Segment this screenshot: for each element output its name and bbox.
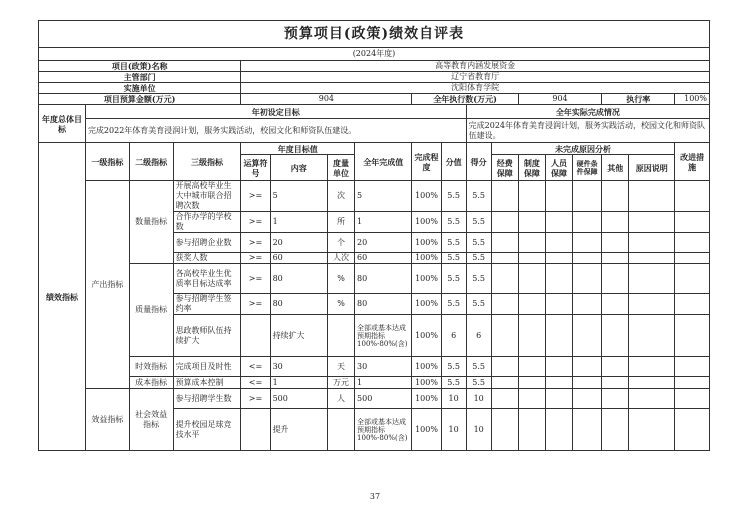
- reason-cell: [602, 294, 629, 315]
- measure-cell: [675, 233, 710, 253]
- indicator-weight: 6: [441, 315, 466, 357]
- indicator-actual: 全部或基本达成预期指标100%-80%(含): [355, 315, 412, 357]
- execution-label: 全年执行数(万元): [412, 94, 518, 105]
- indicator-target: 500: [270, 389, 327, 409]
- measure-cell: [675, 212, 710, 233]
- indicator-name: 思政教师队伍持续扩大: [173, 315, 241, 357]
- header-unit: 度量单位: [327, 155, 354, 181]
- reason-cell: [629, 233, 675, 253]
- reason-cell: [491, 357, 518, 377]
- header-degree: 完成程度: [412, 143, 441, 181]
- reason-cell: [545, 212, 572, 233]
- reason-cell: [602, 233, 629, 253]
- reason-cell: [491, 294, 518, 315]
- indicator-score: 5.5: [466, 294, 491, 315]
- form-title: 预算项目(政策)绩效自评表: [39, 21, 710, 48]
- reason-cell: [573, 212, 602, 233]
- reason-cell: [545, 233, 572, 253]
- reason-cell: [545, 409, 572, 451]
- indicator-degree: 100%: [412, 315, 441, 357]
- indicator-unit: 次: [327, 181, 354, 212]
- indicator-name: 各高校毕业生优质率目标达成率: [173, 264, 241, 294]
- reason-cell: [518, 357, 545, 377]
- indicator-score: 5.5: [466, 264, 491, 294]
- indicator-weight: 5.5: [441, 253, 466, 264]
- measure-cell: [675, 357, 710, 377]
- reason-cell: [629, 253, 675, 264]
- reason-cell: [518, 253, 545, 264]
- reason-cell: [518, 181, 545, 212]
- indicator-actual: 80: [355, 264, 412, 294]
- header-level2: 二级指标: [129, 143, 173, 181]
- actual-goal-text: 完成2024年体育美育浸润计划，服务实践活动，校园文化和师资队伍建设。: [466, 119, 709, 143]
- indicator-degree: 100%: [412, 409, 441, 451]
- indicator-weight: 10: [441, 389, 466, 409]
- reason-cell: [602, 409, 629, 451]
- indicator-operator: >=: [241, 253, 270, 264]
- measure-cell: [675, 253, 710, 264]
- reason-cell: [491, 409, 518, 451]
- indicator-unit: 天: [327, 357, 354, 377]
- indicator-operator: >=: [241, 233, 270, 253]
- indicator-target: 持续扩大: [270, 315, 327, 357]
- reason-cell: [545, 294, 572, 315]
- indicator-actual: 20: [355, 233, 412, 253]
- indicator-score: 5.5: [466, 233, 491, 253]
- indicator-target: 30: [270, 357, 327, 377]
- reason-cell: [491, 389, 518, 409]
- header-reason-funding: 经费保障: [491, 155, 518, 181]
- initial-goal-text: 完成2022年体育美育浸润计划，服务实践活动，校园文化和师资队伍建设。: [85, 119, 466, 143]
- reason-cell: [602, 357, 629, 377]
- indicator-degree: 100%: [412, 264, 441, 294]
- indicator-score: 5.5: [466, 377, 491, 389]
- reason-cell: [518, 212, 545, 233]
- reason-cell: [491, 181, 518, 212]
- header-actual: 全年完成值: [355, 143, 412, 181]
- reason-cell: [602, 253, 629, 264]
- execution-value: 904: [518, 94, 601, 105]
- indicator-degree: 100%: [412, 357, 441, 377]
- indicator-target: 提升: [270, 409, 327, 451]
- reason-cell: [491, 264, 518, 294]
- indicator-unit: 万元: [327, 377, 354, 389]
- reason-cell: [545, 181, 572, 212]
- header-level3: 三级指标: [173, 143, 241, 181]
- header-level1: 一级指标: [85, 143, 129, 181]
- indicator-degree: 100%: [412, 233, 441, 253]
- budget-label: 项目预算金额(万元): [39, 94, 241, 105]
- indicator-score: 5.5: [466, 253, 491, 264]
- reason-cell: [573, 264, 602, 294]
- reason-cell: [629, 409, 675, 451]
- reason-cell: [545, 264, 572, 294]
- header-score: 得分: [466, 143, 491, 181]
- reason-cell: [545, 357, 572, 377]
- indicator-name: 完成项目及时性: [173, 357, 241, 377]
- reason-cell: [602, 315, 629, 357]
- indicator-degree: 100%: [412, 389, 441, 409]
- reason-cell: [491, 253, 518, 264]
- reason-cell: [602, 181, 629, 212]
- department-value: 辽宁省教育厅: [241, 72, 710, 83]
- category-output: 产出指标: [85, 181, 129, 389]
- reason-cell: [518, 409, 545, 451]
- header-reason-hardware: 硬件条件保障: [573, 155, 602, 181]
- self-evaluation-form: [38, 20, 710, 451]
- execution-rate-value: 100%: [675, 94, 710, 105]
- indicator-actual: 1: [355, 212, 412, 233]
- indicator-name: 开展高校毕业生大中城市联合招聘次数: [173, 181, 241, 212]
- reason-cell: [629, 264, 675, 294]
- execution-rate-label: 执行率: [602, 94, 675, 105]
- reason-cell: [573, 377, 602, 389]
- indicator-weight: 5.5: [441, 212, 466, 233]
- indicator-actual: 30: [355, 357, 412, 377]
- form-year: (2024年度): [39, 48, 710, 61]
- reason-cell: [629, 294, 675, 315]
- indicator-name: 参与招聘学生数: [173, 389, 241, 409]
- reason-cell: [629, 389, 675, 409]
- indicator-operator: >=: [241, 212, 270, 233]
- header-target-group: 年度目标值: [241, 143, 355, 155]
- reason-cell: [518, 233, 545, 253]
- indicator-weight: 5.5: [441, 264, 466, 294]
- indicator-degree: 100%: [412, 377, 441, 389]
- budget-value: 904: [241, 94, 412, 105]
- indicator-name: 预算成本控制: [173, 377, 241, 389]
- measure-cell: [675, 181, 710, 212]
- indicator-target: 1: [270, 377, 327, 389]
- reason-cell: [545, 389, 572, 409]
- indicator-degree: 100%: [412, 212, 441, 233]
- reason-cell: [518, 389, 545, 409]
- indicator-actual: 60: [355, 253, 412, 264]
- reason-cell: [602, 377, 629, 389]
- header-weight: 分值: [441, 143, 466, 181]
- reason-cell: [573, 315, 602, 357]
- unit-value: 沈阳体育学院: [241, 83, 710, 94]
- reason-cell: [602, 389, 629, 409]
- indicator-operator: [241, 315, 270, 357]
- indicator-target: 60: [270, 253, 327, 264]
- reason-cell: [518, 294, 545, 315]
- category-cost: 成本指标: [129, 377, 173, 389]
- reason-cell: [545, 315, 572, 357]
- performance-indicators-label: 绩效指标: [39, 143, 86, 451]
- measure-cell: [675, 377, 710, 389]
- indicator-unit: 所: [327, 212, 354, 233]
- category-quality: 质量指标: [129, 264, 173, 357]
- indicator-operator: [241, 409, 270, 451]
- reason-cell: [545, 377, 572, 389]
- indicator-weight: 5.5: [441, 233, 466, 253]
- reason-cell: [629, 377, 675, 389]
- indicator-actual: 5: [355, 181, 412, 212]
- project-name-label: 项目(政策)名称: [39, 61, 241, 72]
- actual-goal-header: 全年实际完成情况: [466, 105, 709, 119]
- indicator-operator: <=: [241, 377, 270, 389]
- reason-cell: [491, 233, 518, 253]
- indicator-operator: >=: [241, 294, 270, 315]
- reason-cell: [629, 357, 675, 377]
- reason-cell: [602, 264, 629, 294]
- project-name-value: 高等教育内涵发展资金: [241, 61, 710, 72]
- indicator-operator: >=: [241, 181, 270, 212]
- indicator-name: 提升校园足球竞技水平: [173, 409, 241, 451]
- indicator-target: 20: [270, 233, 327, 253]
- category-quantity: 数量指标: [129, 181, 173, 264]
- indicator-name: 获奖人数: [173, 253, 241, 264]
- indicator-operator: >=: [241, 389, 270, 409]
- reason-cell: [573, 389, 602, 409]
- reason-cell: [518, 315, 545, 357]
- reason-cell: [629, 181, 675, 212]
- indicator-name: 参与招聘企业数: [173, 233, 241, 253]
- reason-cell: [518, 264, 545, 294]
- reason-cell: [573, 253, 602, 264]
- indicator-name: 参与招聘学生签约率: [173, 294, 241, 315]
- indicator-degree: 100%: [412, 181, 441, 212]
- reason-cell: [573, 409, 602, 451]
- reason-cell: [491, 315, 518, 357]
- indicator-weight: 5.5: [441, 377, 466, 389]
- indicator-operator: >=: [241, 264, 270, 294]
- indicator-score: 5.5: [466, 181, 491, 212]
- indicator-degree: 100%: [412, 253, 441, 264]
- reason-cell: [491, 377, 518, 389]
- header-reason-other: 其他: [602, 155, 629, 181]
- reason-cell: [573, 181, 602, 212]
- indicator-unit: 人次: [327, 253, 354, 264]
- reason-cell: [629, 315, 675, 357]
- indicator-actual: 500: [355, 389, 412, 409]
- reason-cell: [545, 253, 572, 264]
- header-reason-group: 未完成原因分析: [491, 143, 675, 155]
- indicator-target: 1: [270, 212, 327, 233]
- initial-goal-header: 年初设定目标: [85, 105, 466, 119]
- header-reason-system: 制度保障: [518, 155, 545, 181]
- indicator-unit: %: [327, 294, 354, 315]
- reason-cell: [518, 377, 545, 389]
- reason-cell: [629, 212, 675, 233]
- reason-cell: [602, 212, 629, 233]
- indicator-score: 5.5: [466, 357, 491, 377]
- indicator-score: 5.5: [466, 212, 491, 233]
- evaluation-table: [38, 20, 710, 451]
- indicator-score: 10: [466, 389, 491, 409]
- indicator-unit: 人: [327, 389, 354, 409]
- annual-goal-label: 年度总体目标: [39, 105, 86, 143]
- measure-cell: [675, 315, 710, 357]
- indicator-target: 5: [270, 181, 327, 212]
- measure-cell: [675, 389, 710, 409]
- category-social: 社会效益指标: [129, 389, 173, 451]
- category-effect: 效益指标: [85, 389, 129, 451]
- category-time: 时效指标: [129, 357, 173, 377]
- indicator-weight: 10: [441, 409, 466, 451]
- measure-cell: [675, 264, 710, 294]
- indicator-target: 80: [270, 264, 327, 294]
- header-operator: 运算符号: [241, 155, 270, 181]
- indicator-target: 80: [270, 294, 327, 315]
- indicator-score: 6: [466, 315, 491, 357]
- indicator-weight: 5.5: [441, 181, 466, 212]
- reason-cell: [573, 357, 602, 377]
- measure-cell: [675, 409, 710, 451]
- header-content: 内容: [270, 155, 327, 181]
- reason-cell: [573, 233, 602, 253]
- indicator-weight: 5.5: [441, 294, 466, 315]
- indicator-weight: 5.5: [441, 357, 466, 377]
- department-label: 主管部门: [39, 72, 241, 83]
- indicator-score: 10: [466, 409, 491, 451]
- header-reason-explanation: 原因说明: [629, 155, 675, 181]
- header-reason-staff: 人员保障: [545, 155, 572, 181]
- indicator-actual: 1: [355, 377, 412, 389]
- measure-cell: [675, 294, 710, 315]
- indicator-actual: 全部或基本达成预期指标100%-80%(含): [355, 409, 412, 451]
- reason-cell: [491, 212, 518, 233]
- page-number: 37: [369, 492, 381, 501]
- indicator-unit: [327, 409, 354, 451]
- indicator-unit: 个: [327, 233, 354, 253]
- indicator-operator: <=: [241, 357, 270, 377]
- reason-cell: [573, 294, 602, 315]
- indicator-name: 合作办学的学校数: [173, 212, 241, 233]
- header-measures: 改进措施: [675, 143, 710, 181]
- indicator-unit: [327, 315, 354, 357]
- indicator-actual: 80: [355, 294, 412, 315]
- indicator-degree: 100%: [412, 294, 441, 315]
- unit-label: 实施单位: [39, 83, 241, 94]
- indicator-unit: %: [327, 264, 354, 294]
